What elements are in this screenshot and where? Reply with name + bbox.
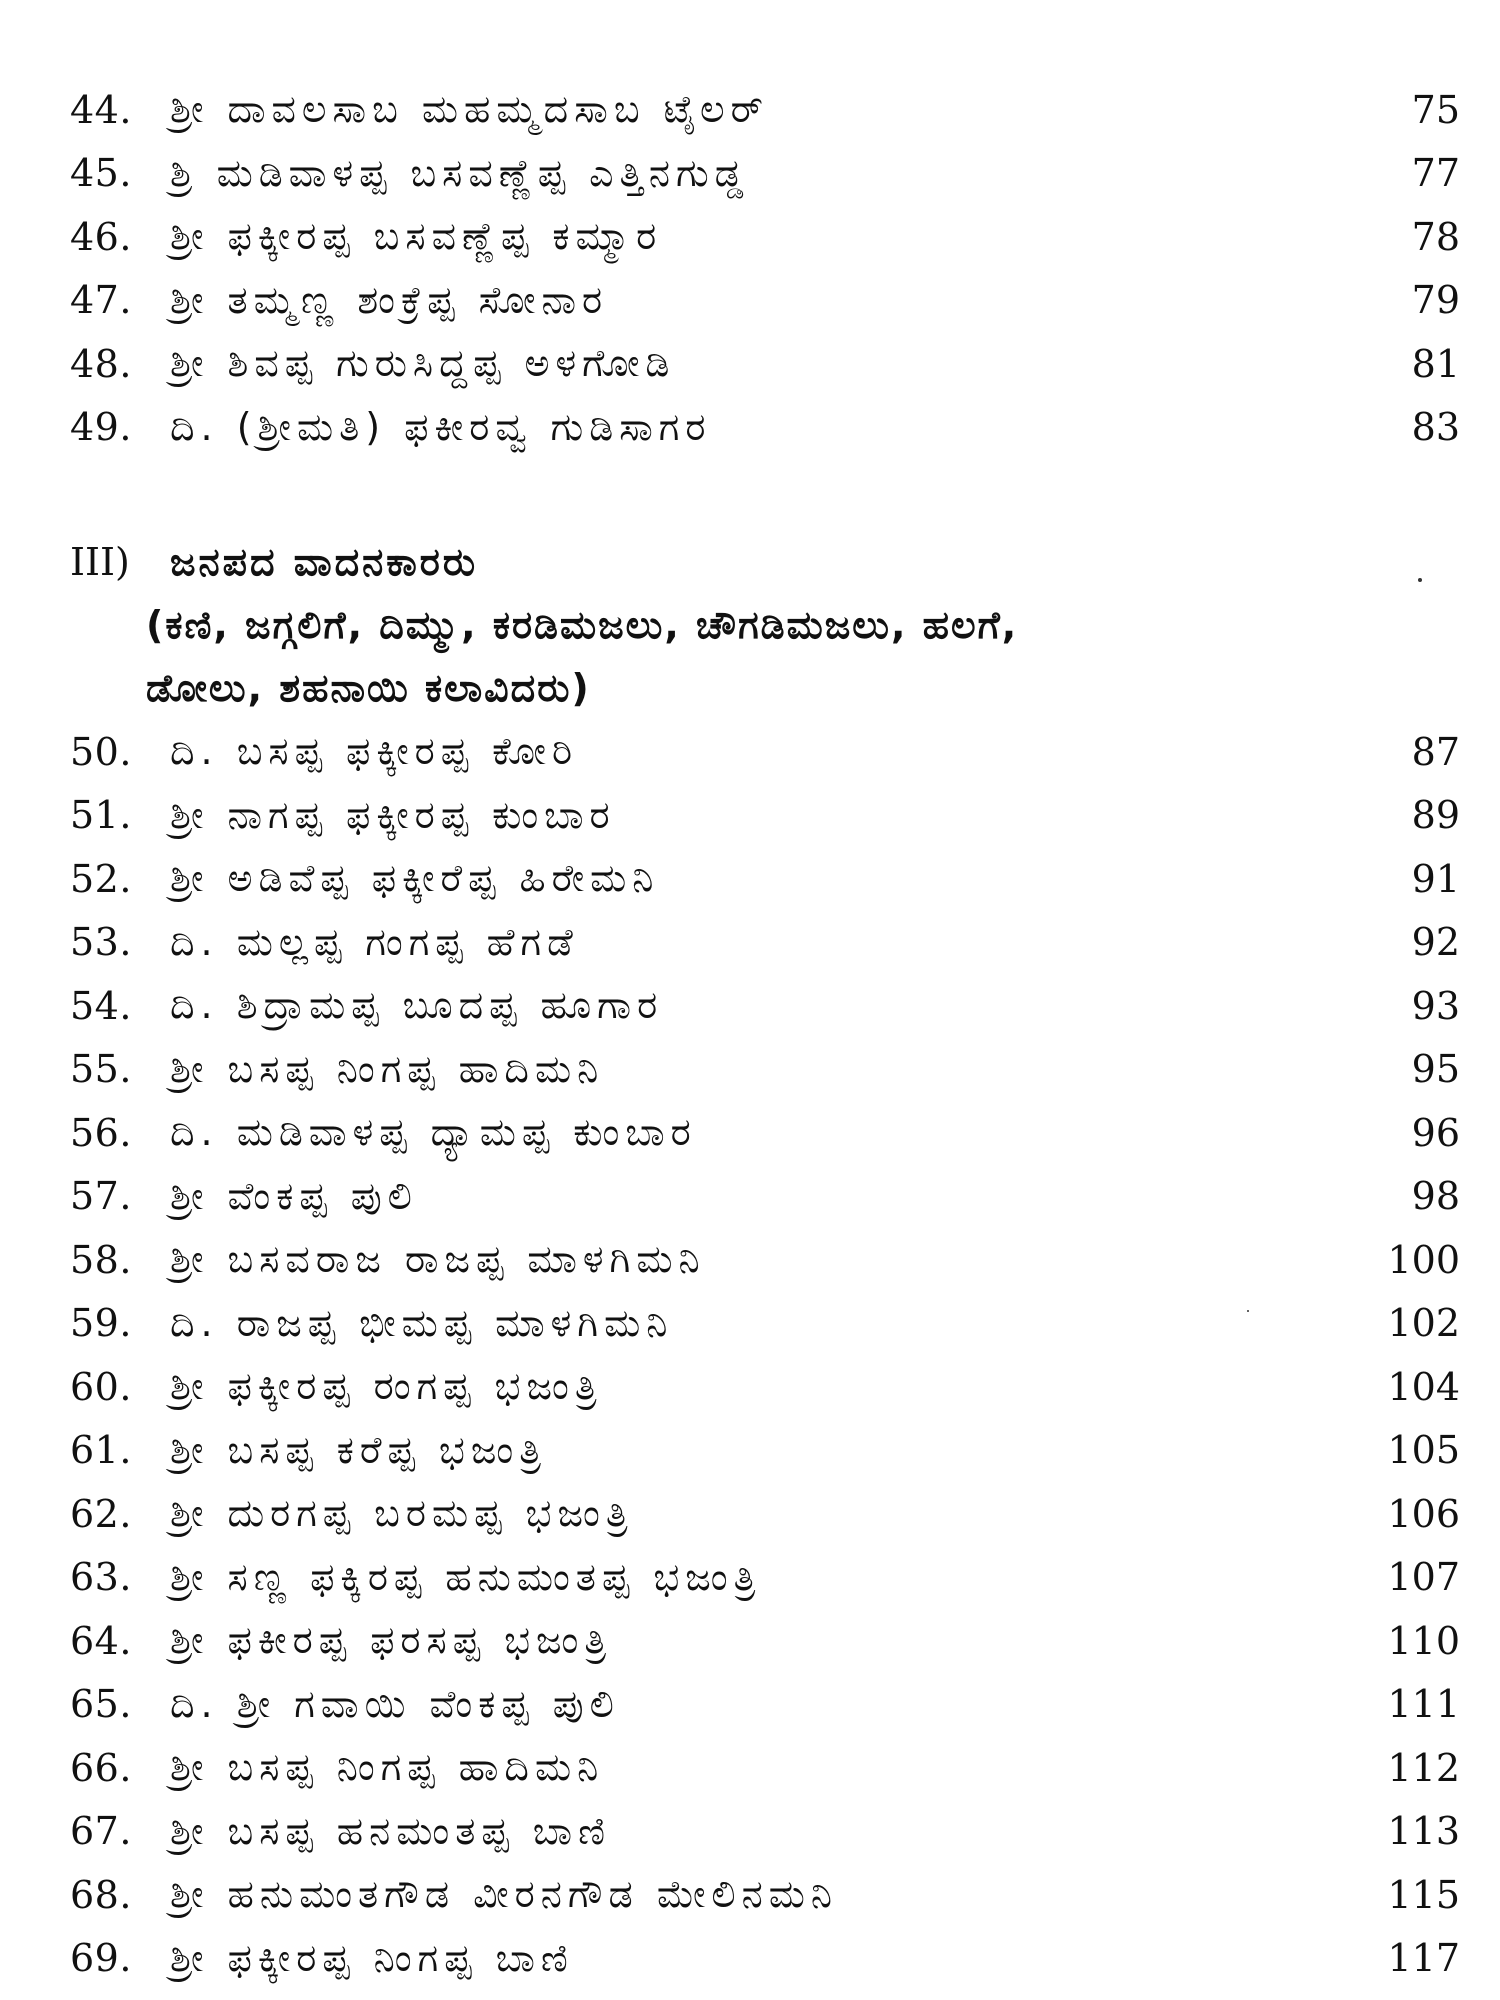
toc-entry <box>70 269 1460 333</box>
entry-title: ಶ್ರೀ ಅಡಿವೆಪ್ಪ ಫಕ್ಕೀರೆಪ್ಪ ಹಿರೇಮನಿ <box>170 856 660 901</box>
toc-entry <box>70 1863 1460 1927</box>
toc-entry <box>70 1355 1460 1419</box>
entry-title: ಶ್ರೀ ಹನುಮಂತಗೌಡ ವೀರನಗೌಡ ಮೇಲಿನಮನಿ <box>170 1872 839 1917</box>
entry-number: 45. <box>70 151 132 196</box>
entry-title: ಶ್ರಿ ಮಡಿವಾಳಪ್ಪ ಬಸವಣ್ಣೆಪ್ಪ ಎತ್ತಿನಗುಡ್ಡ <box>170 150 750 195</box>
toc-list-top <box>70 78 1460 459</box>
entry-page: 95 <box>1411 1047 1460 1092</box>
entry-title: ದಿ. ಮಲ್ಲಪ್ಪ ಗಂಗಪ್ಪ ಹೆಗಡೆ <box>170 919 579 964</box>
section-header <box>70 530 1460 720</box>
toc-entry <box>70 396 1460 460</box>
entry-page: 77 <box>1411 151 1460 196</box>
entry-title: ದಿ. ಮಡಿವಾಳಪ್ಪ ದ್ಯಾಮಪ್ಪ ಕುಂಬಾರ <box>170 1110 697 1155</box>
entry-title: ದಿ. ರಾಜಪ್ಪ ಭೀಮಪ್ಪ ಮಾಳಗಿಮನಿ <box>170 1300 674 1345</box>
entry-page: 100 <box>1387 1237 1460 1282</box>
entry-page: 98 <box>1411 1174 1460 1219</box>
section-heading <box>70 530 1460 594</box>
entry-page: 112 <box>1387 1745 1460 1790</box>
toc-entry <box>70 1482 1460 1546</box>
entry-title: ಶ್ರೀ ಫಕ್ಕೀರಪ್ಪ ಬಸವಣ್ಣೆಪ್ಪ ಕಮ್ಮಾರ <box>170 214 663 259</box>
entry-number: 44. <box>70 87 132 132</box>
entry-title: ಶ್ರೀ ದಾವಲಸಾಬ ಮಹಮ್ಮದಸಾಬ ಟೈಲರ್ <box>170 87 770 132</box>
entry-number: 50. <box>70 729 132 774</box>
entry-title: ಶ್ರೀ ವೆಂಕಪ್ಪ ಪುಲಿ <box>170 1173 418 1218</box>
entry-page: 111 <box>1387 1682 1460 1727</box>
entry-number: 67. <box>70 1809 132 1854</box>
toc-entry <box>70 720 1460 784</box>
section-description-line: ಡೋಲು, ಶಹನಾಯಿ ಕಲಾವಿದರು) <box>146 666 591 710</box>
entry-page: 79 <box>1411 278 1460 323</box>
entry-number: 69. <box>70 1936 132 1981</box>
entry-title: ಶ್ರೀ ಫಕ್ಕೀರಪ್ಪ ರಂಗಪ್ಪ ಭಜಂತ್ರಿ <box>170 1364 603 1409</box>
entry-page: 113 <box>1387 1809 1460 1854</box>
toc-list-bottom <box>70 720 1460 1990</box>
entry-number: 59. <box>70 1301 132 1346</box>
toc-entry <box>70 784 1460 848</box>
entry-number: 46. <box>70 214 132 259</box>
entry-page: 91 <box>1411 856 1460 901</box>
entry-title: ಶ್ರೀ ದುರಗಪ್ಪ ಬರಮಪ್ಪ ಭಜಂತ್ರಿ <box>170 1491 634 1536</box>
scan-speck <box>1247 1310 1249 1312</box>
toc-entry <box>70 1546 1460 1610</box>
toc-entry <box>70 142 1460 206</box>
toc-entry <box>70 974 1460 1038</box>
entry-number: 57. <box>70 1174 132 1219</box>
toc-entry <box>70 78 1460 142</box>
entry-number: 61. <box>70 1428 132 1473</box>
entry-title: ಶ್ರೀ ಫಕೀರಪ್ಪ ಫರಸಪ್ಪ ಭಜಂತ್ರಿ <box>170 1618 613 1663</box>
section-description <box>70 594 1396 720</box>
entry-page: 104 <box>1387 1364 1460 1409</box>
entry-title: ಶ್ರೀ ಫಕ್ಕೀರಪ್ಪ ನಿಂಗಪ್ಪ ಬಾಣಿ <box>170 1935 574 1980</box>
entry-number: 47. <box>70 278 132 323</box>
entry-page: 102 <box>1387 1301 1460 1346</box>
entry-title: ಶ್ರೀ ನಾಗಪ್ಪ ಫಕ್ಕೀರಪ್ಪ ಕುಂಬಾರ <box>170 792 616 837</box>
toc-entry <box>70 1736 1460 1800</box>
entry-number: 53. <box>70 920 132 965</box>
toc-entry <box>70 1800 1460 1864</box>
entry-number: 52. <box>70 856 132 901</box>
entry-title: ಶ್ರೀ ಬಸಪ್ಪ ನಿಂಗಪ್ಪ ಹಾದಿಮನಿ <box>170 1046 605 1091</box>
entry-number: 68. <box>70 1872 132 1917</box>
entry-title: ದಿ. ಬಸಪ್ಪ ಫಕ್ಕೀರಪ್ಪ ಕೋರಿ <box>170 729 579 774</box>
entry-number: 54. <box>70 983 132 1028</box>
entry-page: 117 <box>1387 1936 1460 1981</box>
entry-page: 89 <box>1411 793 1460 838</box>
toc-entry <box>70 1927 1460 1991</box>
entry-page: 87 <box>1411 729 1460 774</box>
entry-page: 93 <box>1411 983 1460 1028</box>
entry-page: 92 <box>1411 920 1460 965</box>
toc-entry <box>70 1228 1460 1292</box>
toc-entry <box>70 1038 1460 1102</box>
toc-entry <box>70 911 1460 975</box>
entry-number: 64. <box>70 1618 132 1663</box>
entry-page: 106 <box>1387 1491 1460 1536</box>
entry-title: ಶ್ರೀ ಬಸಪ್ಪ ನಿಂಗಪ್ಪ ಹಾದಿಮನಿ <box>170 1745 605 1790</box>
toc-entry <box>70 205 1460 269</box>
toc-entry <box>70 1673 1460 1737</box>
toc-entry <box>70 1292 1460 1356</box>
entry-number: 62. <box>70 1491 132 1536</box>
section-description-line: (ಕಣಿ, ಜಗ್ಗಲಿಗೆ, ದಿಮ್ಮು, ಕರಡಿಮಜಲು, ಚೌಗಡಿಮಜಲು, ಹಲಗೆ, <box>146 603 1019 647</box>
entry-page: 105 <box>1387 1428 1460 1473</box>
entry-number: 65. <box>70 1682 132 1727</box>
entry-page: 96 <box>1411 1110 1460 1155</box>
toc-entry <box>70 1419 1460 1483</box>
entry-number: 56. <box>70 1110 132 1155</box>
entry-number: 51. <box>70 793 132 838</box>
entry-title: ಶ್ರೀ ಸಣ್ಣ ಫಕ್ಕಿರಪ್ಪ ಹನುಮಂತಪ್ಪ ಭಜಂತ್ರಿ <box>170 1554 762 1599</box>
entry-number: 55. <box>70 1047 132 1092</box>
entry-number: 63. <box>70 1555 132 1600</box>
toc-entry <box>70 847 1460 911</box>
section-title: ಜನಪದ ವಾದನಕಾರರು <box>170 539 479 584</box>
entry-number: 49. <box>70 405 132 450</box>
toc-entry <box>70 1609 1460 1673</box>
scan-speck <box>1418 578 1422 582</box>
entry-title: ಶ್ರೀ ಬಸಪ್ಪ ಹನಮಂತಪ್ಪ ಬಾಣಿ <box>170 1808 611 1853</box>
entry-title: ದಿ. ಶಿದ್ರಾಮಪ್ಪ ಬೂದಪ್ಪ ಹೂಗಾರ <box>170 983 664 1028</box>
entry-number: 60. <box>70 1364 132 1409</box>
entry-page: 110 <box>1387 1618 1460 1663</box>
entry-page: 107 <box>1387 1555 1460 1600</box>
entry-page: 81 <box>1411 341 1460 386</box>
entry-number: 48. <box>70 341 132 386</box>
entry-page: 78 <box>1411 214 1460 259</box>
entry-title: ದಿ. ಶ್ರೀ ಗವಾಯಿ ವೆಂಕಪ್ಪ ಪುಲಿ <box>170 1681 620 1726</box>
entry-page: 83 <box>1411 405 1460 450</box>
section-label: III) <box>70 540 130 584</box>
entry-page: 115 <box>1387 1872 1460 1917</box>
entry-number: 66. <box>70 1745 132 1790</box>
toc-entry <box>70 332 1460 396</box>
toc-entry <box>70 1101 1460 1165</box>
entry-page: 75 <box>1411 87 1460 132</box>
entry-title: ಶ್ರೀ ಶಿವಪ್ಪ ಗುರುಸಿದ್ದಪ್ಪ ಅಳಗೋಡಿ <box>170 341 676 386</box>
entry-number: 58. <box>70 1237 132 1282</box>
toc-entry <box>70 1165 1460 1229</box>
entry-title: ಶ್ರೀ ಬಸಪ್ಪ ಕರೆಪ್ಪ ಭಜಂತ್ರಿ <box>170 1427 547 1472</box>
entry-title: ದಿ. (ಶ್ರೀಮತಿ) ಫಕೀರವ್ವ ಗುಡಿಸಾಗರ <box>170 404 712 449</box>
entry-title: ಶ್ರೀ ಬಸವರಾಜ ರಾಜಪ್ಪ ಮಾಳಗಿಮನಿ <box>170 1237 706 1282</box>
entry-title: ಶ್ರೀ ತಮ್ಮಣ್ಣ ಶಂಕ್ರೆಪ್ಪ ಸೋನಾರ <box>170 277 609 322</box>
